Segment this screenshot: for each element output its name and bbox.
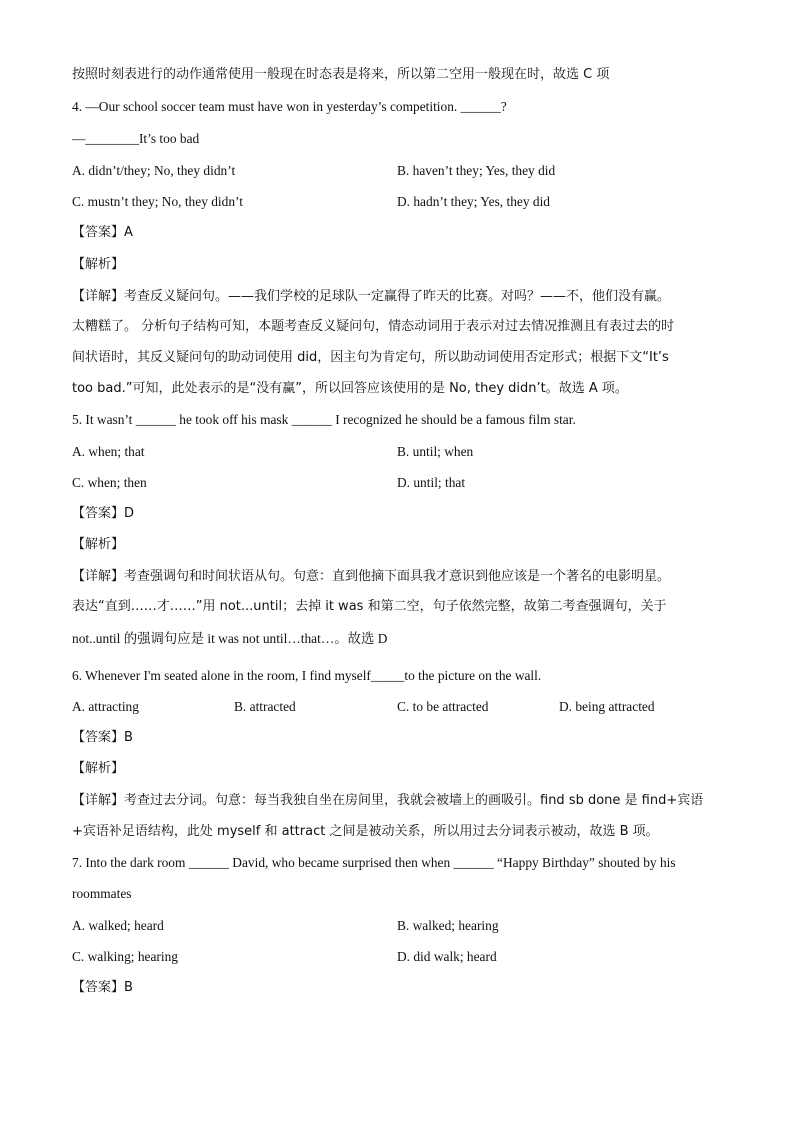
question-6-detail-line-2: +宾语补足语结构，此处 myself 和 attract 之间是被动关系，所以用过去分词表示被动，故选 B 项。	[72, 824, 659, 839]
question-4-stem: 4. —Our school soccer team must have won in yesterday’s competition. ______?	[72, 99, 507, 114]
question-4-option-d: D. hadn’t they; Yes, they did	[397, 194, 550, 209]
question-5-stem: 5. It wasn’t ______ he took off his mask ______ I recognized he should be a famous film star.	[72, 412, 576, 427]
question-7-stem-line-2: roommates	[72, 886, 132, 901]
question-4-detail-line-3: 间状语时，其反义疑问句的助动词使用 did，因主句为肯定句，所以助动词使用否定形式；根据下文“It’s	[72, 350, 669, 365]
question-7-stem-line-1: 7. Into the dark room ______ David, who became surprised then when ______ “Happy Birthday” shouted by his	[72, 855, 676, 870]
question-4-detail-line-1: 【详解】考查反义疑问句。——我们学校的足球队一定赢得了昨天的比赛。对吗？——不，他们没有赢。	[72, 289, 671, 304]
question-5-analysis-label: 【解析】	[72, 537, 125, 552]
question-4-answer: 【答案】A	[72, 225, 133, 240]
question-7-option-c: C. walking; hearing	[72, 949, 178, 964]
question-5-option-d: D. until; that	[397, 475, 466, 490]
question-7-option-d: D. did walk; heard	[397, 949, 497, 964]
question-5-detail-line-3: not..until 的强调句应是 it was not until…that…。故选 D	[72, 631, 388, 646]
question-4-analysis-label: 【解析】	[72, 257, 125, 272]
question-6-option-c: C. to be attracted	[397, 699, 489, 714]
question-6-answer: 【答案】B	[72, 730, 133, 745]
question-5-option-a: A. when; that	[72, 444, 145, 459]
question-4-reply: —________It’s too bad	[72, 131, 200, 146]
question-6-option-b: B. attracted	[234, 699, 296, 714]
question-4-option-c: C. mustn’t they; No, they didn’t	[72, 194, 243, 209]
text-line-schedule-explanation: 按照时刻表进行的动作通常使用一般现在时态表是将来，所以第二空用一般现在时，故选 C 项	[72, 67, 610, 82]
question-5-answer: 【答案】D	[72, 506, 135, 521]
question-5-detail-line-1: 【详解】考查强调句和时间状语从句。句意：直到他摘下面具我才意识到他应该是一个著名的电影明星。	[72, 569, 671, 584]
question-7-option-a: A. walked; heard	[72, 918, 164, 933]
question-4-detail-line-4: too bad.”可知，此处表示的是“没有赢”，所以回答应该使用的是 No, they didn’t。故选 A 项。	[72, 381, 628, 396]
question-6-detail-line-1: 【详解】考查过去分词。句意：每当我独自坐在房间里，我就会被墙上的画吸引。find sb done 是 find+宾语	[72, 793, 704, 808]
question-5-option-c: C. when; then	[72, 475, 147, 490]
question-6-option-a: A. attracting	[72, 699, 139, 714]
question-4-option-a: A. didn’t/they; No, they didn’t	[72, 163, 236, 178]
question-7-answer: 【答案】B	[72, 980, 133, 995]
question-7-option-b: B. walked; hearing	[397, 918, 499, 933]
question-4-detail-line-2: 太糟糕了。 分析句子结构可知，本题考查反义疑问句，情态动词用于表示对过去情况推测且有表过去的时	[72, 319, 675, 334]
question-6-option-d: D. being attracted	[559, 699, 655, 714]
question-6-analysis-label: 【解析】	[72, 761, 125, 776]
question-5-option-b: B. until; when	[397, 444, 474, 459]
question-6-stem: 6. Whenever I'm seated alone in the room, I find myself_____to the picture on the wall.	[72, 668, 542, 683]
question-5-detail-line-2: 表达“直到……才……”用 not...until；去掉 it was 和第二空，句子依然完整，故第二考查强调句，关于	[72, 599, 667, 614]
question-4-option-b: B. haven’t they; Yes, they did	[397, 163, 556, 178]
